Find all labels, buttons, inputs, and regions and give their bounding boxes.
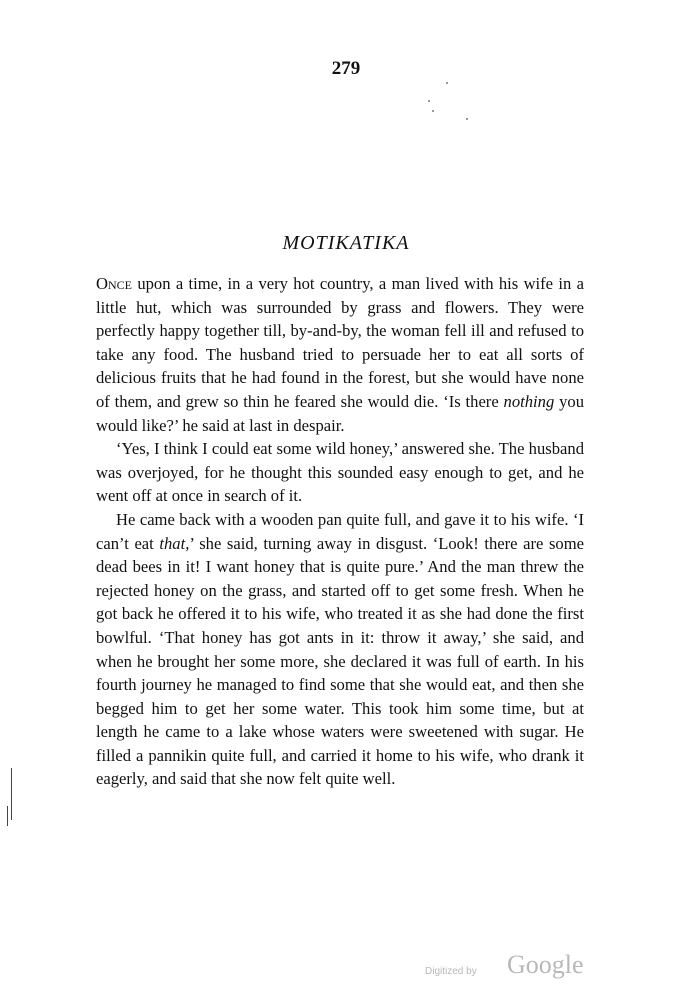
emphasis-that: that,: [159, 533, 190, 553]
scan-margin-mark: [11, 768, 12, 820]
body-text: [96, 272, 584, 791]
paragraph-1-end: you would like?’ he said at last in despair.: [96, 391, 584, 435]
paragraph-3: [96, 508, 584, 791]
scan-margin-mark: [7, 806, 8, 826]
digitized-watermark: [425, 950, 615, 982]
scan-speck: [428, 100, 430, 102]
emphasis-nothing: nothing: [503, 391, 555, 411]
opening-word: Once: [96, 274, 132, 293]
chapter-title: MOTIKATIKA: [282, 232, 410, 254]
paragraph-1-text: upon a time, in a very hot country, a man lived with his wife in a little hut, which was surrounded by grass and flowers. They were perfectly happy together till, by-and-by, the woman fell ill and refused to take any food. The husband tried to persuade her to eat all sorts of delicious fruits that he had found in the forest, but she would have none of them, and grew so thin he feared she would die. ‘Is there: [96, 274, 584, 411]
scan-speck: [466, 118, 468, 120]
scan-speck: [446, 82, 448, 84]
page-number: 279: [331, 58, 361, 79]
paragraph-3-start: He came back with a wooden pan quite full, and gave it to his wife. ‘I can’t eat: [96, 509, 584, 553]
scan-speck: [432, 110, 434, 112]
paragraph-2: ‘Yes, I think I could eat some wild honey,’ answered she. The husband was overjoyed, for he thought this sounded easy enough to get, and he went off at once in search of it.: [96, 439, 584, 506]
watermark-prefix: Digitized by: [425, 966, 477, 977]
paragraph-1: [96, 272, 584, 437]
google-logo: Google: [507, 950, 584, 979]
paragraph-3-end: ’ she said, turning away in disgust. ‘Look! there are some dead bees in it! I want honey that is quite pure.’ And the man threw the rejected honey on the grass, and started off to get some fresh. When he got back he offered it to his wife, who treated it as she had done the first bowlful. ‘That honey has got ants in it: throw it away,’ she said, and when he brought her some more, she declared it was full of earth. In his fourth journey he managed to find some that she would eat, and then she begged him to get her some water. This took him some time, but at length he came to a lake whose waters were sweetened with sugar. He filled a pannikin quite full, and carried it home to his wife, who drank it eagerly, and said that she now felt quite well.: [96, 533, 584, 789]
